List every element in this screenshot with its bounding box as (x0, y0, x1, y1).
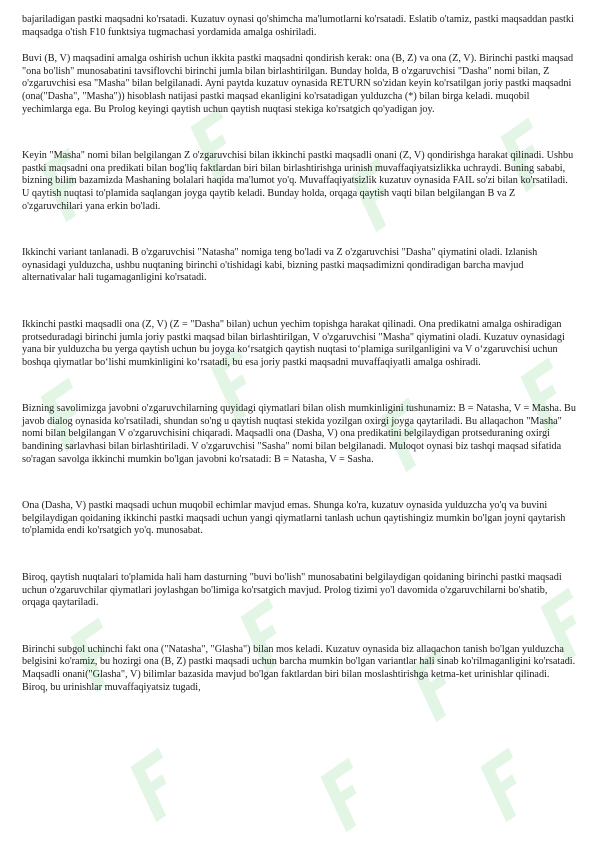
paragraph-2: Buvi (B, V) maqsadini amalga oshirish uchun ikkita pastki maqsadni qondirish kerak: ona (B, Z) va ona (Z, V). Birinchi pastki maqsad "ona bo'lish" munosabatini tavsiflovchi birinchi jumla bilan birlashtirilgan. Bunday holda, B o'zgaruvchisi "Dasha" nomi bilan, Z o'zgaruvchisi esa "Masha" bilan belgilanadi. Ayni paytda kuzatuv oynasida RETURN so'zidan keyin ko'rsatilgan joriy pastki maqsadni (ona("Dasha", "Masha")) hisoblash natijasi pastki maqsad ekanligini ko'rsatadigan yulduzcha (*) bilan birga keladi. muqobil yechimlarga ega. Bu Prolog keyingi qaytish uchun qaytish nuqtasi stekiga ko'rsatgich qo'yadigan joy. (22, 53, 574, 115)
paragraph-6: Bizning savolimizga javobni o'zgaruvchilarning quyidagi qiymatlari bilan olish mumkinligini tushunamiz: B = Natasha, V = Masha. Bu javob dialog oynasida ko'rsatiladi, shundan so'ng u qaytish nuqtasi stekida yozilgan oxirgi joyga qaytariladi. Bu allaqachon "Masha" nomi bilan belgilangan V o'zgaruvchisini chiqaradi. Maqsadli ona (Dasha, V) ona predikatini belgilaydigan protseduraning oxirgi bandining sarlavhasi bilan birlashtiriladi. V o'zgaruvchisi "Sasha" nomi bilan belgilanadi. Muloqot oynasi biz tashqi maqsad sifatida so'ragan savolga ikkinchi mumkin bo'lgan javobni ko'rsatadi: B = Natasha, V = Sasha. (22, 403, 576, 465)
watermark-f-icon (131, 747, 185, 822)
watermark-f-icon (481, 747, 535, 822)
paragraph-8: Biroq, qaytish nuqtalari to'plamida hali ham dasturning "buvi bo'lish" munosabatini belgilaydigan qoidaning birinchi pastki maqsadi uchun o'zgaruvchilar qiymatlari joylashgan bo'limiga ko'rsatgich mavjud. Prolog tizimi yo'l davomida o'zgaruvchilarni bo'shatib, orqaga qaytariladi. (22, 572, 562, 609)
document-body (22, 14, 576, 694)
paragraph-3: Keyin "Masha" nomi bilan belgilangan Z o'zgaruvchisi bilan ikkinchi pastki maqsadli onani (Z, V) qondirishga harakat qilinadi. Ushbu pastki maqsadni ona predikati bilan bog'liq faktlardan biri bilan birlashtirishga urinish muvaffaqiyatsizlikka uchraydi. Buning sababi, bizning bilim bazamizda Mashaning bolalari haqida ma'lumot yo'q. Muvaffaqiyatsizlik kuzatuv oynasida FAIL so'zi bilan ko'rsatiladi. U qaytish nuqtasi to'plamida saqlangan joyga qaytib keladi. Bunday holda, orqaga qaytish vaqti bilan belgilangan B va Z o'zgaruvchilari yana erkin bo'ladi. (22, 150, 574, 212)
paragraph-9: Birinchi subgol uchinchi fakt ona ("Natasha", "Glasha") bilan mos keladi. Kuzatuv oynasida biz allaqachon tanish bo'lgan yulduzcha belgisini ko'ramiz, bu hozirgi ona (B, Z) pastki maqsadi uchun barcha mumkin bo'lgan variantlar hali sinab ko'rilmaganligini ko'rsatadi. Maqsadli onani("Glasha", V) bilimlar bazasida mavjud bo'lgan faktlardan biri bilan moslashtirishga ketma-ket urinishlar qilinadi. Biroq, bu urinishlar muvaffaqiyatsiz tugadi, (22, 643, 576, 693)
paragraph-4: Ikkinchi variant tanlanadi. B o'zgaruvchisi "Natasha" nomiga teng bo'ladi va Z o'zgaruvchisi "Dasha" qiymatini oladi. Izlanish oynasidagi yulduzcha, ushbu nuqtaning birinchi o'tishidagi kabi, bizning pastki maqsadimizni qondiradigan barcha mavjud alternativalar hali tugamaganligini ko'rsatadi. (22, 247, 538, 284)
watermark-f-icon (321, 757, 375, 832)
paragraph-5: Ikkinchi pastki maqsadli ona (Z, V) (Z = "Dasha" bilan) uchun yechim topishga harakat qilinadi. Ona predikatni amalga oshiradigan protseduradagi birinchi jumla joriy pastki maqsad bilan birlashtirilgan, V o'zgaruvchisi "Masha" qiymatini oladi. Kuzatuv oynasidagi yana bir yulduzcha bu yerga qaytish uchun bu joyga ko‘rsatgich qaytish nuqtasi to‘plamiga surilganligini va V o‘zgaruvchisi uchun boshqa qiymatlar bo‘lishi mumkinligini ko‘rsatadi, bu esa joriy pastki maqsadni muvaffaqiyatli amalga oshiradi. (22, 318, 565, 368)
paragraph-7: Ona (Dasha, V) pastki maqsadi uchun muqobil echimlar mavjud emas. Shunga ko'ra, kuzatuv oynasida yulduzcha yo'q va buvini belgilaydigan qoidaning ikkinchi pastki maqsadi uchun yangi qiymatlarni tanlash uchun qaytishingiz mumkin bo'lgan joyni qaytarish to'plamida endi ko'rsatgich yo'q. munosabat. (22, 500, 566, 537)
paragraph-1: bajariladigan pastki maqsadni ko'rsatadi. Kuzatuv oynasi qo'shimcha ma'lumotlarni ko'rsatadi. Eslatib o'tamiz, pastki maqsaddan pastki maqsadga o'tish F10 funktsiya tugmachasi yordamida amalga oshiriladi. (22, 14, 574, 38)
